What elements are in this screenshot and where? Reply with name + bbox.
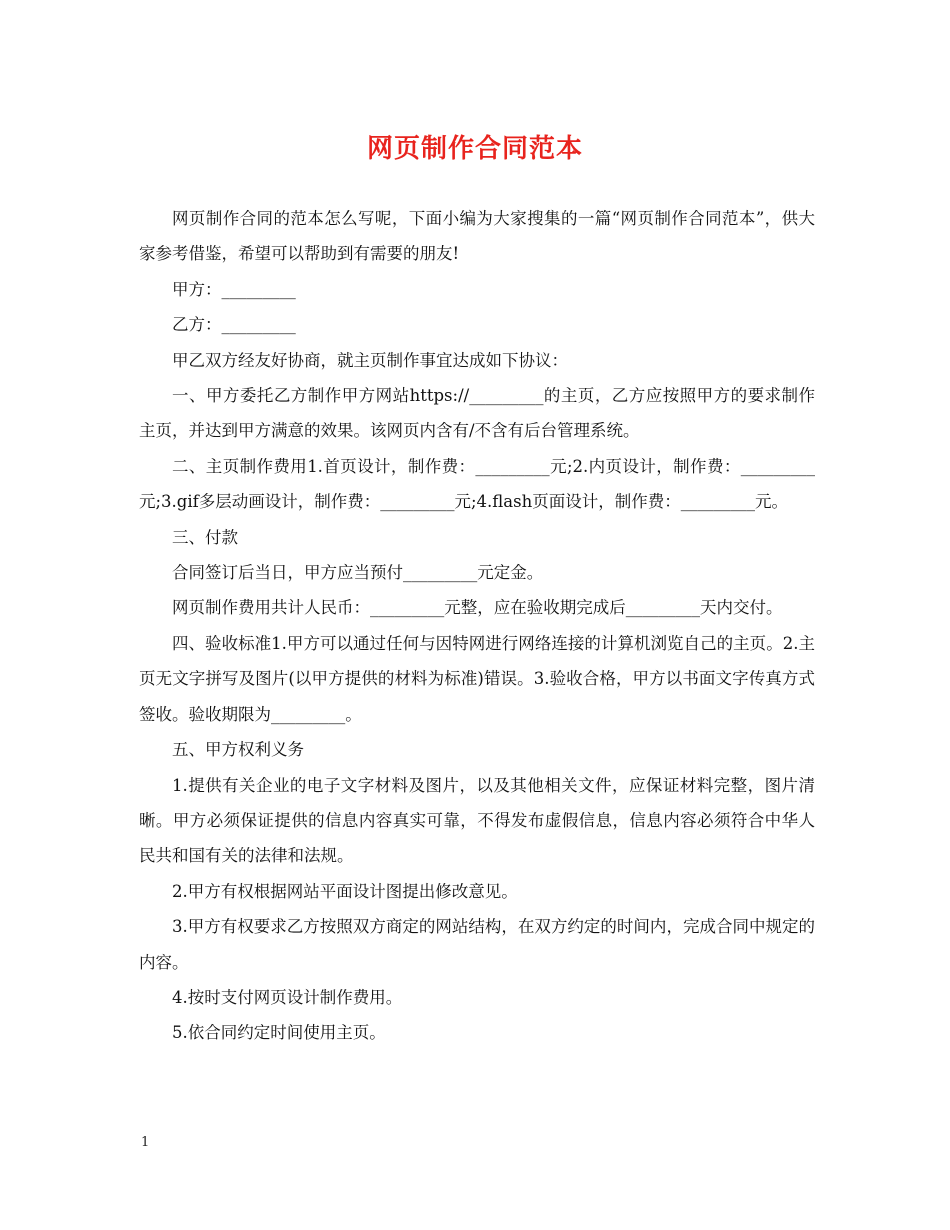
deposit-paragraph: 合同签订后当日，甲方应当预付_________元定金。 [172,563,544,583]
party-a-obligation-1: 1.提供有关企业的电子文字材料及图片，以及其他相关文件，应保证材料完整，图片清晰。甲方必须保证提供的信息内容真实可靠，不得发布虚假信息，信息内容必须符合中华人民共和国有关的法律和法规。 [139,775,815,866]
clause-one-paragraph: 一、甲方委托乙方制作甲方网站https://_________的主页，乙方应按照甲方的要求制作主页，并达到甲方满意的效果。该网页内含有/不含有后台管理系统。 [139,386,815,441]
total-fee-paragraph: 网页制作费用共计人民币：_________元整，应在验收期完成后_________天内交付。 [172,598,783,618]
document-body [139,201,815,1051]
party-a-obligation-5: 5.依合同约定时间使用主页。 [172,1023,386,1043]
intro-paragraph: 网页制作合同的范本怎么写呢，下面小编为大家搜集的一篇“网页制作合同范本”，供大家参考借鉴，希望可以帮助到有需要的朋友! [139,209,815,264]
party-a-obligation-2: 2.甲方有权根据网站平面设计图提出修改意见。 [172,881,518,901]
party-a-obligation-4: 4.按时支付网页设计制作费用。 [172,987,403,1007]
agreement-intro-paragraph: 甲乙双方经友好协商，就主页制作事宜达成如下协议： [172,350,568,370]
party-a-obligation-3: 3.甲方有权要求乙方按照双方商定的网站结构，在双方约定的时间内，完成合同中规定的内容。 [139,917,815,972]
party-a-line: 甲方：_________ [172,279,296,299]
page-number: 1 [141,1135,150,1150]
party-a-rights-heading: 五、甲方权利义务 [172,740,304,760]
acceptance-standard-paragraph: 四、验收标准1.甲方可以通过任何与因特网进行网络连接的计算机浏览自己的主页。2.主页无文字拼写及图片(以甲方提供的材料为标准)错误。3.验收合格，甲方以书面文字传真方式签收。验收期限为_________。 [139,633,815,724]
clause-two-paragraph: 二、主页制作费用1.首页设计，制作费：_________元;2.内页设计，制作费：_________元;3.gif多层动画设计，制作费：_________元;4.flash页面设计，制作费：_________元。 [139,456,815,512]
document-title: 网页制作合同范本 [366,134,583,164]
payment-heading: 三、付款 [172,527,238,547]
party-b-line: 乙方：_________ [172,315,296,335]
